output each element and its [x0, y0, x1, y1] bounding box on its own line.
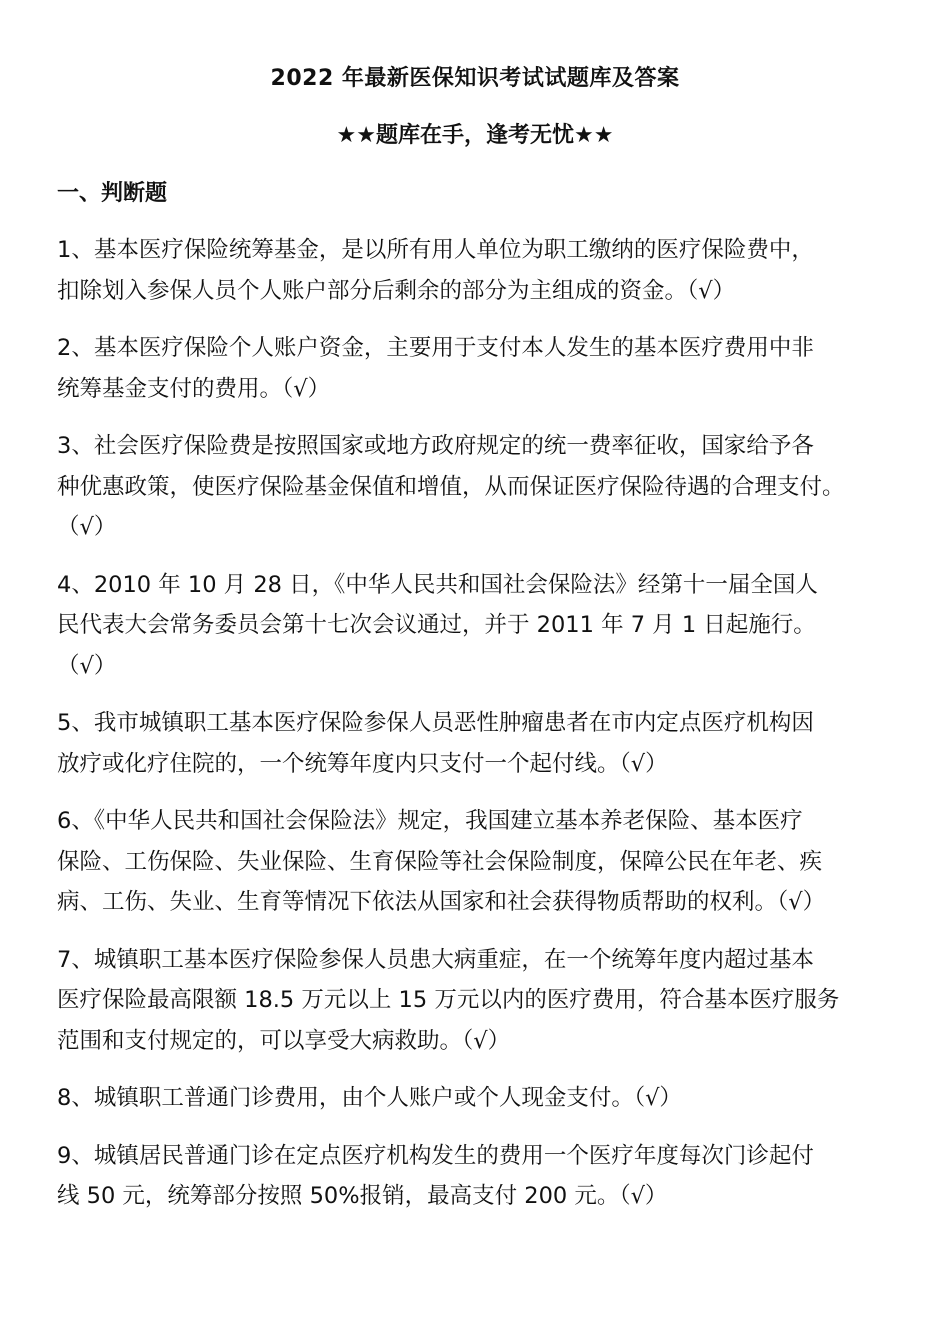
section-heading: 一、判断题 [57, 181, 168, 206]
question-line: 2、基本医疗保险个人账户资金，主要用于支付本人发生的基本医疗费用中非 [57, 335, 814, 361]
question-line: 9、城镇居民普通门诊在定点医疗机构发生的费用一个医疗年度每次门诊起付 [57, 1142, 814, 1169]
question-line: 8、城镇职工普通门诊费用，由个人账户或个人现金支付。（√） [57, 1085, 682, 1111]
question-line: 医疗保险最高限额 18.5 万元以上 15 万元以内的医疗费用，符合基本医疗服务 [57, 987, 840, 1013]
question-item [57, 801, 907, 923]
question-item [57, 940, 907, 1062]
question-line: 民代表大会常务委员会第十七次会议通过，并于 2011 年 7 月 1 日起施行。 [57, 612, 816, 638]
question-list [57, 230, 907, 1234]
question-item [57, 1136, 907, 1217]
question-line: 范围和支付规定的，可以享受大病救助。（√） [57, 1027, 511, 1054]
question-item [57, 703, 907, 784]
page-title: 2022 年最新医保知识考试试题库及答案 [270, 66, 680, 91]
question-item [57, 426, 907, 548]
question-line: （√） [57, 652, 117, 679]
question-line: 1、基本医疗保险统筹基金，是以所有用人单位为职工缴纳的医疗保险费中， [57, 237, 814, 263]
question-line: 保险、工伤保险、失业保险、生育保险等社会保险制度，保障公民在年老、疾 [57, 848, 823, 875]
question-line: 7、城镇职工基本医疗保险参保人员患大病重症，在一个统筹年度内超过基本 [57, 946, 814, 973]
question-line: （√） [57, 514, 117, 540]
question-line: 4、2010 年 10 月 28 日，《中华人民共和国社会保险法》经第十一届全国人 [57, 571, 818, 598]
page-subtitle: ★★题库在手，逢考无忧★★ [336, 123, 614, 148]
question-line: 种优惠政策，使医疗保险基金保值和增值，从而保证医疗保险待遇的合理支付。 [57, 473, 845, 500]
question-item [57, 230, 907, 311]
question-line: 扣除划入参保人员个人账户部分后剩余的部分为主组成的资金。（√） [57, 277, 736, 304]
question-line: 统筹基金支付的费用。（√） [57, 375, 331, 402]
question-line: 线 50 元，统筹部分按照 50%报销，最高支付 200 元。（√） [57, 1183, 668, 1209]
question-item [57, 328, 907, 409]
question-line: 6、《中华人民共和国社会保险法》规定，我国建立基本养老保险、基本医疗 [57, 808, 803, 834]
question-line: 3、社会医疗保险费是按照国家或地方政府规定的统一费率征收，国家给予各 [57, 433, 814, 459]
question-line: 病、工伤、失业、生育等情况下依法从国家和社会获得物质帮助的权利。（√） [57, 889, 826, 915]
question-line: 放疗或化疗住院的，一个统筹年度内只支付一个起付线。（√） [57, 750, 668, 777]
question-line: 5、我市城镇职工基本医疗保险参保人员恶性肿瘤患者在市内定点医疗机构因 [57, 710, 814, 736]
question-item [57, 1078, 907, 1119]
question-item [57, 565, 907, 687]
